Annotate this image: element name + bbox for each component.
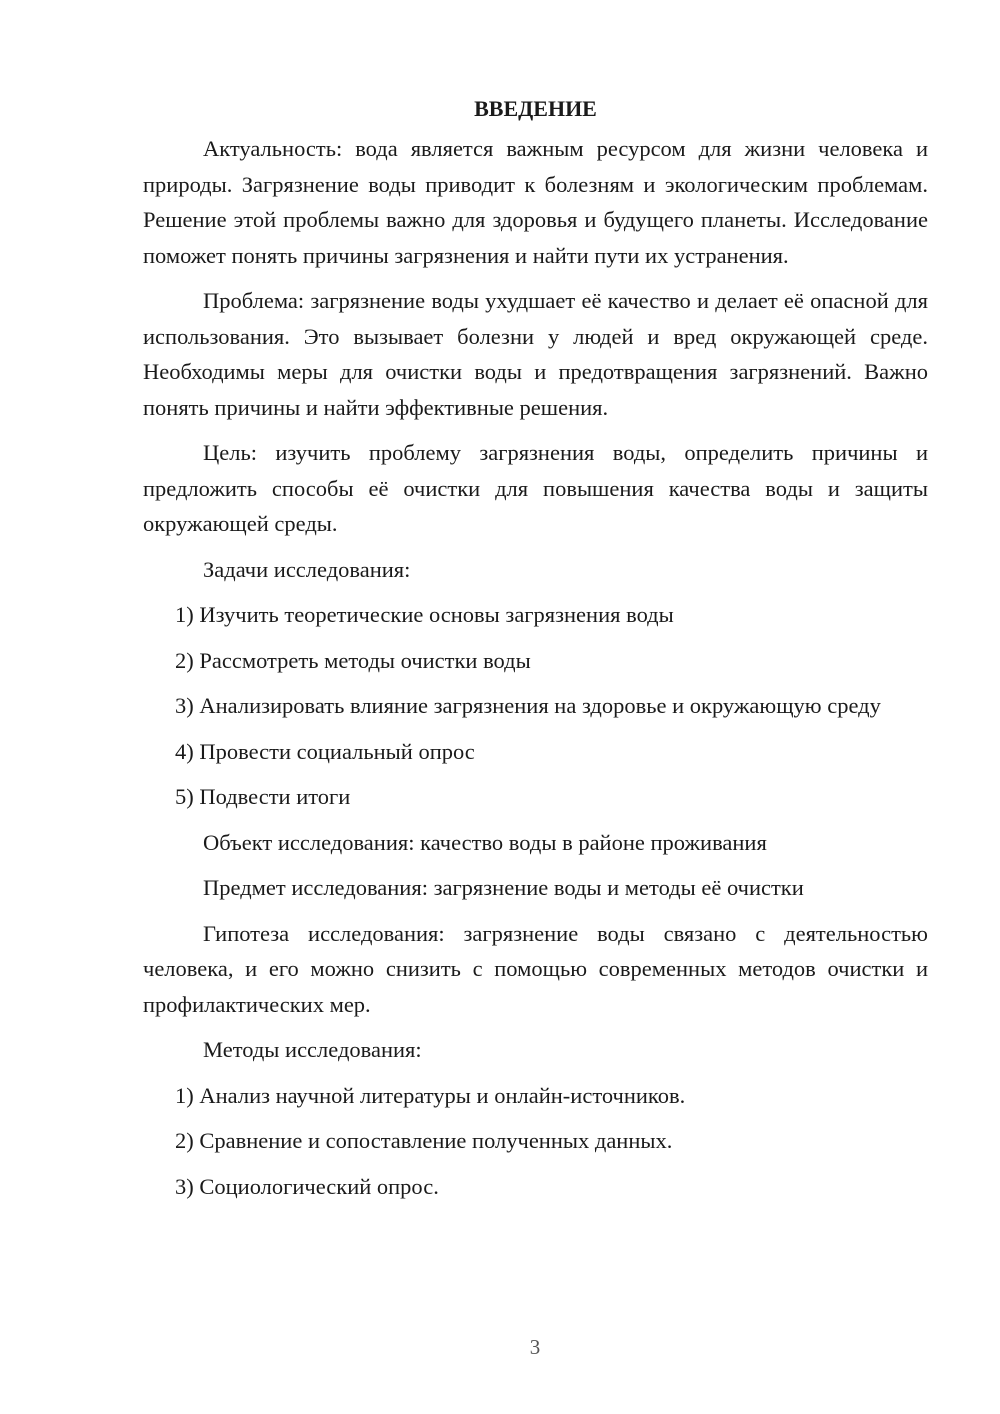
task-item-4: 4) Провести социальный опрос <box>175 738 475 764</box>
task-item-2: 2) Рассмотреть методы очистки воды <box>175 647 531 673</box>
task-item-3: 3) Анализировать влияние загрязнения на здоровье и окружающую среду <box>175 693 881 718</box>
relevance-paragraph: Актуальность: вода является важным ресурсом для жизни человека и природы. Загрязнение воды приводит к болезням и экологическим проблемам. Решение этой проблемы важно для здоровья и будущего планеты. Исследование поможет понять причины загрязнения и найти пути их устранения. <box>143 136 928 268</box>
method-item-1: 1) Анализ научной литературы и онлайн-источников. <box>175 1082 686 1108</box>
problem-paragraph: Проблема: загрязнение воды ухудшает её качество и делает её опасной для использования. Это вызывает болезни у людей и вред окружающей среде. Необходимы меры для очистки воды и предотвращения загрязнений. Важно понять причины и найти эффективные решения. <box>143 288 928 420</box>
task-item-5: 5) Подвести итоги <box>175 784 351 809</box>
method-item-3: 3) Социологический опрос. <box>175 1173 439 1199</box>
object-line: Объект исследования: качество воды в районе проживания <box>203 829 767 855</box>
methods-heading: Методы исследования: <box>203 1037 422 1062</box>
hypothesis-paragraph: Гипотеза исследования: загрязнение воды связано с деятельностью человека, и его можно снизить с помощью современных методов очистки и профилактических мер. <box>143 920 928 1017</box>
tasks-heading: Задачи исследования: <box>203 556 411 582</box>
page-number: 3 <box>529 1335 541 1359</box>
method-item-2: 2) Сравнение и сопоставление полученных данных. <box>175 1128 673 1153</box>
goal-paragraph: Цель: изучить проблему загрязнения воды, определить причины и предложить способы её очистки для повышения качества воды и защиты окружающей среды. <box>143 440 928 536</box>
document-page <box>143 92 928 1214</box>
subject-line: Предмет исследования: загрязнение воды и методы её очистки <box>203 875 804 900</box>
task-item-1: 1) Изучить теоретические основы загрязнения воды <box>175 602 674 627</box>
page-title: ВВЕДЕНИЕ <box>474 96 597 121</box>
